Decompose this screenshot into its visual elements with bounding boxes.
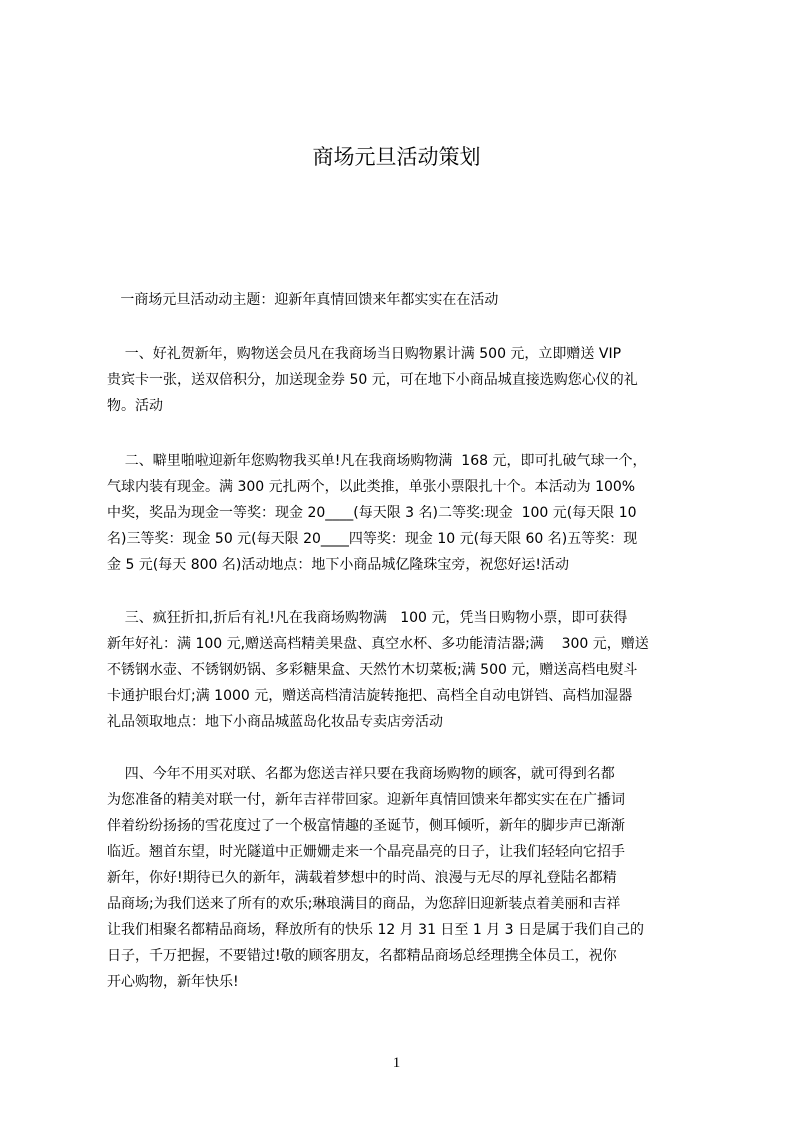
section-couplets-broadcast — [107, 761, 697, 995]
section-crazy-discount — [107, 605, 697, 735]
paragraph-line: 一、好礼贺新年，购物送会员凡在我商场当日购物累计满 500 元，立即赠送 VIP — [107, 346, 622, 362]
paragraph-line: 中奖，奖品为现金一等奖：现金 20____(每天限 3 名)二等奖:现金 100 元(每天限 10 — [107, 505, 637, 521]
paragraph-line: 日子，千万把握，不要错过!敬的顾客朋友，名都精品商场总经理携全体员工，祝你 — [107, 948, 617, 964]
paragraph-line: 名)三等奖：现金 50 元(每天限 20____四等奖：现金 10 元(每天限 60 名)五等奖：现 — [107, 531, 638, 547]
paragraph-line: 品商场;为我们送来了所有的欢乐;琳琅满目的商品，为您辞旧迎新装点着美丽和吉祥 — [107, 896, 621, 912]
paragraph-line: 四、今年不用买对联、名都为您送吉祥只要在我商场购物的顾客，就可得到名都 — [107, 766, 615, 782]
paragraph-line: 贵宾卡一张，送双倍积分，加送现金券 50 元，可在地下小商品城直接选购您心仪的礼 — [107, 372, 638, 388]
paragraph-line: 二、噼里啪啦迎新年您购物我买单!凡在我商场购物满 168 元，即可扎破气球一个， — [107, 453, 647, 469]
section-gift-new-year — [107, 341, 697, 419]
paragraph-line: 礼品领取地点：地下小商品城蓝岛化妆品专卖店旁活动 — [107, 714, 443, 730]
paragraph-line: 气球内装有现金。满 300 元扎两个，以此类推，单张小票限扎十个。本活动为 100% — [107, 479, 636, 495]
theme-heading: 一商场元旦活动动主题：迎新年真情回馈来年都实实在在活动 — [107, 292, 499, 308]
paragraph-line: 新年，你好!期待已久的新年，满载着梦想中的时尚、浪漫与无尽的厚礼登陆名都精 — [107, 870, 617, 886]
paragraph-line: 金 5 元(每天 800 名)活动地点：地下小商品城亿隆珠宝旁，祝您好运!活动 — [107, 557, 569, 573]
paragraph-line: 伴着纷纷扬扬的雪花度过了一个极富情趣的圣诞节，侧耳倾听，新年的脚步声已渐渐 — [107, 818, 625, 834]
paragraph-line: 新年好礼：满 100 元,赠送高档精美果盘、真空水杯、多功能清洁器;满 300 元，赠送 — [107, 636, 649, 652]
section-balloon-popping — [107, 448, 697, 578]
page-number: 1 — [392, 1055, 401, 1071]
paragraph-line: 开心购物，新年快乐! — [107, 974, 239, 990]
paragraph-line: 为您准备的精美对联一付，新年吉祥带回家。迎新年真情回馈来年都实实在在广播词 — [107, 792, 625, 808]
document-title: 商场元旦活动策划 — [312, 145, 481, 169]
paragraph-line: 三、疯狂折扣,折后有礼!凡在我商场购物满 100 元，凭当日购物小票，即可获得 — [107, 610, 628, 626]
paragraph-line: 临近。翘首东望，时光隧道中正姗姗走来一个晶亮晶亮的日子，让我们轻轻向它招手 — [107, 844, 625, 860]
paragraph-line: 卡通护眼台灯;满 1000 元，赠送高档清洁旋转拖把、高档全自动电饼铛、高档加湿器 — [107, 688, 633, 704]
paragraph-line: 让我们相聚名都精品商场，释放所有的快乐 12 月 31 日至 1 月 3 日是属于我们自己的 — [107, 922, 645, 938]
paragraph-line: 物。活动 — [107, 398, 163, 414]
paragraph-line: 不锈钢水壶、不锈钢奶锅、多彩糖果盒、天然竹木切菜板;满 500 元，赠送高档电熨斗 — [107, 662, 638, 678]
